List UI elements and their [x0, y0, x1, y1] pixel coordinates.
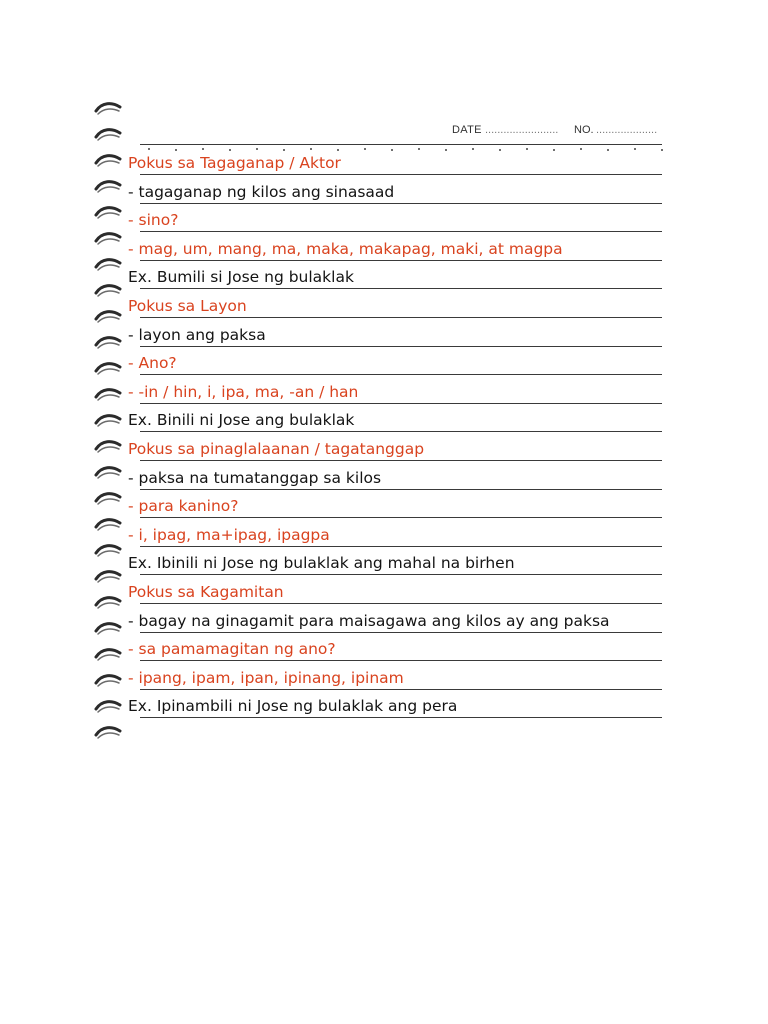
ruled-line — [140, 689, 662, 690]
ruled-line — [140, 460, 662, 461]
spiral-coil-icon — [94, 542, 122, 558]
note-line — [128, 236, 662, 262]
date-label: DATE — [452, 124, 482, 136]
spiral-coil-icon — [94, 386, 122, 402]
ruled-line — [140, 174, 662, 175]
note-line — [128, 465, 662, 491]
spiral-coil-icon — [94, 230, 122, 246]
spiral-coil-icon — [94, 724, 122, 740]
number-label: NO. — [574, 124, 594, 136]
ruled-line — [140, 403, 662, 404]
spiral-coil-icon — [94, 360, 122, 376]
note-text: - sa pamamagitan ng ano? — [128, 640, 336, 659]
note-text: - para kanino? — [128, 497, 239, 516]
spiral-coil-icon — [94, 308, 122, 324]
spiral-coil-icon — [94, 204, 122, 220]
notebook-page — [88, 92, 670, 747]
date-field: ........................ — [485, 124, 559, 136]
spiral-coil-icon — [94, 334, 122, 350]
ruled-line — [140, 431, 662, 432]
spiral-coil-icon — [94, 438, 122, 454]
ruled-line — [140, 489, 662, 490]
ruled-line — [140, 288, 662, 289]
example-line — [128, 407, 662, 433]
note-text: - i, ipag, ma+ipag, ipagpa — [128, 525, 330, 544]
section-heading — [128, 150, 662, 176]
ruled-line — [140, 374, 662, 375]
spiral-binding — [88, 92, 128, 747]
note-line — [128, 350, 662, 376]
spiral-coil-icon — [94, 178, 122, 194]
ruled-line — [140, 660, 662, 661]
spiral-coil-icon — [94, 152, 122, 168]
spiral-coil-icon — [94, 646, 122, 662]
note-text: Pokus sa Layon — [128, 297, 247, 315]
example-line — [128, 264, 662, 290]
note-text: Ex. Ipinambili ni Jose ng bulaklak ang pera — [128, 697, 458, 716]
note-line — [128, 379, 662, 405]
note-text: - sino? — [128, 211, 179, 230]
ruled-line — [140, 203, 662, 204]
ruled-line — [140, 717, 662, 718]
ruled-line — [140, 517, 662, 518]
spiral-coil-icon — [94, 490, 122, 506]
note-line — [128, 493, 662, 519]
ruled-line — [140, 260, 662, 261]
spiral-coil-icon — [94, 698, 122, 714]
note-text: Ex. Bumili si Jose ng bulaklak — [128, 268, 354, 287]
spiral-coil-icon — [94, 464, 122, 480]
number-field: .................... — [596, 124, 658, 136]
note-line — [128, 207, 662, 233]
spiral-coil-icon — [94, 516, 122, 532]
note-text: - tagaganap ng kilos ang sinasaad — [128, 182, 395, 201]
note-line — [128, 636, 662, 662]
note-text: Ex. Ibinili ni Jose ng bulaklak ang mahal na birhen — [128, 554, 515, 573]
note-line — [128, 608, 662, 634]
spiral-coil-icon — [94, 672, 122, 688]
note-text: - -in / hin, i, ipa, ma, -an / han — [128, 382, 359, 401]
note-text: - paksa na tumatanggap sa kilos — [128, 468, 382, 487]
spiral-coil-icon — [94, 100, 122, 116]
ruled-line — [140, 632, 662, 633]
ruled-line — [140, 231, 662, 232]
spiral-coil-icon — [94, 256, 122, 272]
example-line — [128, 693, 662, 719]
note-text: Pokus sa Kagamitan — [128, 583, 284, 601]
section-heading — [128, 579, 662, 605]
note-text: - bagay na ginagamit para maisagawa ang kilos ay ang paksa — [128, 611, 610, 630]
spiral-coil-icon — [94, 412, 122, 428]
page-header — [88, 124, 670, 144]
spiral-coil-icon — [94, 620, 122, 636]
spiral-coil-icon — [94, 594, 122, 610]
note-text: Ex. Binili ni Jose ang bulaklak — [128, 411, 355, 430]
note-line — [128, 179, 662, 205]
note-line — [128, 322, 662, 348]
spiral-coil-icon — [94, 568, 122, 584]
ruled-line — [140, 317, 662, 318]
spiral-coil-icon — [94, 282, 122, 298]
header-rule — [140, 144, 662, 145]
note-line — [128, 522, 662, 548]
note-text: - Ano? — [128, 354, 177, 373]
section-heading — [128, 436, 662, 462]
ruled-line — [140, 346, 662, 347]
example-line — [128, 550, 662, 576]
section-heading — [128, 293, 662, 319]
note-line — [128, 665, 662, 691]
note-text: - ipang, ipam, ipan, ipinang, ipinam — [128, 668, 404, 687]
note-text: Pokus sa Tagaganap / Aktor — [128, 154, 341, 172]
note-text: - layon ang paksa — [128, 325, 266, 344]
ruled-line — [140, 574, 662, 575]
ruled-line — [140, 546, 662, 547]
note-text: - mag, um, mang, ma, maka, makapag, maki, at magpa — [128, 239, 563, 258]
note-text: Pokus sa pinaglalaanan / tagatanggap — [128, 440, 425, 458]
ruled-line — [140, 603, 662, 604]
